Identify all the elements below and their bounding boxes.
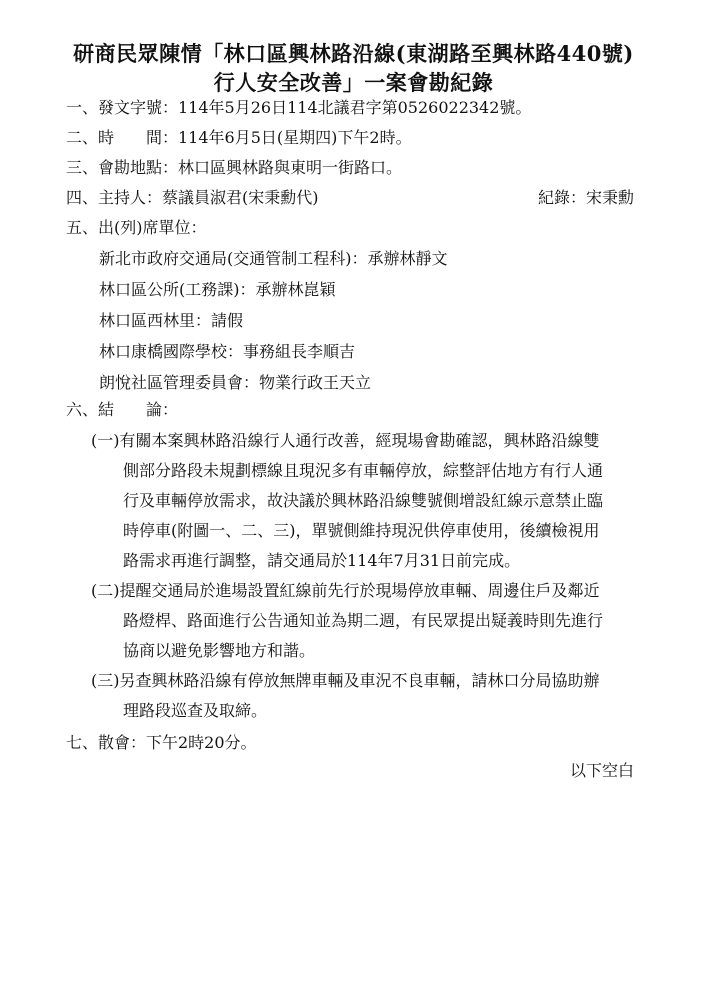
item-document-number: 一、發文字號：114年5月26日114北議君字第0526022342號。 <box>66 98 532 117</box>
conclusion-2-line-2: 路燈桿、路面進行公告通知並為期二週，有民眾提出疑義時則先進行 <box>123 611 604 630</box>
item-location: 三、會勘地點：林口區興林路與東明一街路口。 <box>66 158 403 177</box>
document-title-line-2: 行人安全改善」一案會勘紀錄 <box>213 70 494 95</box>
conclusion-1-line-1: (一)有關本案興林路沿線行人通行改善，經現場會勘確認，興林路沿線雙 <box>91 431 600 450</box>
conclusion-1-line-4: 時停車(附圖一、二、三)，單號側維持現況供停車使用，後續檢視用 <box>123 521 600 540</box>
attendee-5: 朗悅社區管理委員會：物業行政王天立 <box>99 373 372 392</box>
document-title-line-1: 研商民眾陳情「林口區興林路沿線(東湖路至興林路440號) <box>73 41 634 66</box>
conclusion-1-line-3: 行及車輛停放需求，故決議於興林路沿線雙號側增設紅線示意禁止臨 <box>123 491 604 510</box>
item-recorder: 紀錄：宋秉勳 <box>538 188 635 207</box>
conclusion-heading: 六、結 論： <box>66 400 179 419</box>
conclusion-1-line-5: 路需求再進行調整，請交通局於114年7月31日前完成。 <box>123 551 521 570</box>
attendee-1: 新北市政府交通局(交通管制工程科)：承辦林靜文 <box>99 249 448 268</box>
attendee-2: 林口區公所(工務課)：承辦林崑穎 <box>99 280 336 299</box>
conclusion-2-line-1: (二)提醒交通局於進場設置紅線前先行於現場停放車輛、周邊住戶及鄰近 <box>91 581 600 600</box>
conclusion-3-line-2: 理路段巡查及取締。 <box>123 701 268 720</box>
conclusion-3-line-1: (三)另查興林路沿線有停放無牌車輛及車況不良車輛，請林口分局協助辦 <box>91 671 600 690</box>
conclusion-1-line-2: 側部分路段未規劃標線且現況多有車輛停放，綜整評估地方有行人通 <box>123 461 604 480</box>
blank-note: 以下空白 <box>570 761 635 780</box>
item-attendees-heading: 五、出(列)席單位： <box>66 218 207 237</box>
conclusion-2-line-3: 協商以避免影響地方和諧。 <box>123 641 316 660</box>
item-time: 二、時 間：114年6月5日(星期四)下午2時。 <box>66 128 412 147</box>
attendee-4: 林口康橋國際學校：事務組長李順吉 <box>99 342 356 361</box>
item-host: 四、主持人：蔡議員淑君(宋秉勳代) <box>66 188 319 207</box>
attendee-3: 林口區西林里：請假 <box>99 311 244 330</box>
item-adjourn: 七、散會：下午2時20分。 <box>66 733 257 752</box>
